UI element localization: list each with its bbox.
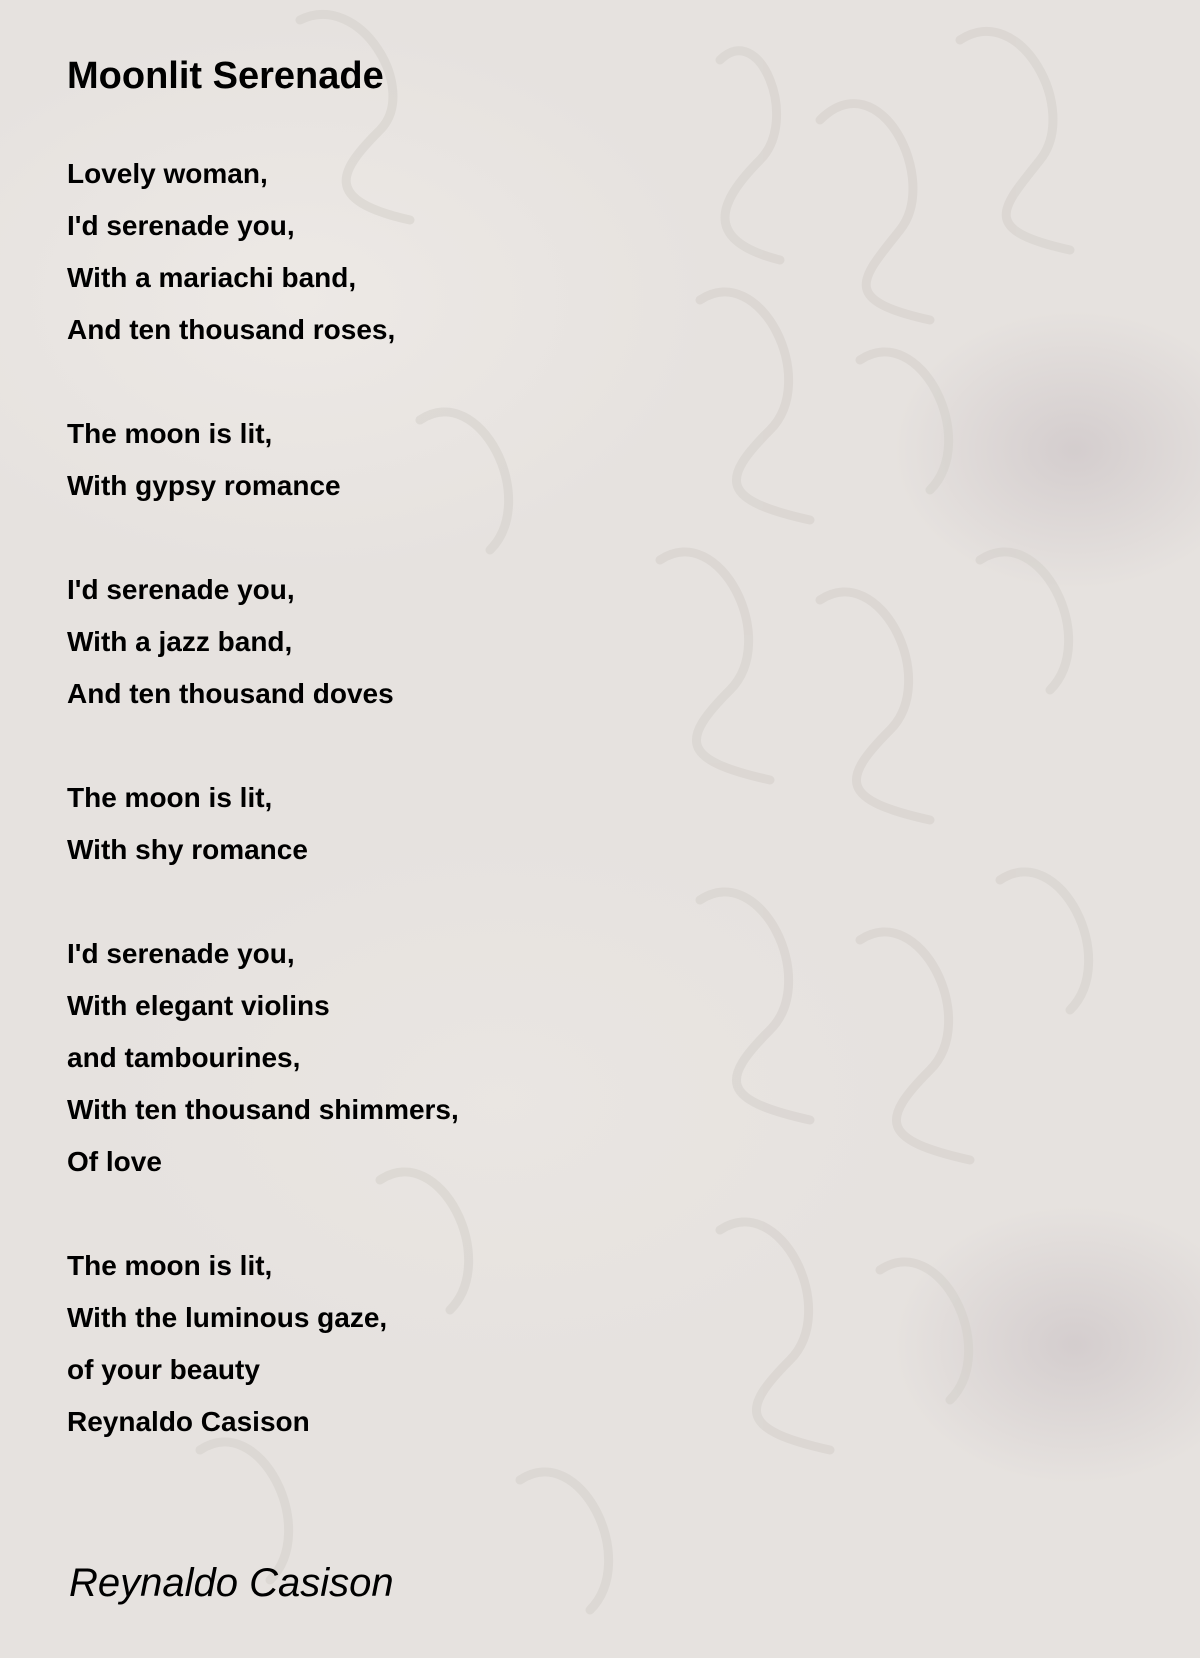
stanza-3 (67, 564, 459, 720)
poem-line: and tambourines, (67, 1042, 301, 1073)
poem-content (67, 48, 1127, 104)
poem-line: With a jazz band, (67, 626, 293, 657)
poem-body (67, 148, 459, 1500)
poem-line: With a mariachi band, (67, 262, 357, 293)
poem-line: I'd serenade you, (67, 210, 295, 241)
poem-line: The moon is lit, (67, 1250, 273, 1281)
poem-title: Moonlit Serenade (67, 55, 384, 97)
poem-line: I'd serenade you, (67, 938, 295, 969)
poem-line: The moon is lit, (67, 418, 273, 449)
stanza-6 (67, 1240, 459, 1448)
stanza-5 (67, 928, 459, 1188)
author-signature: Reynaldo Casison (69, 1561, 394, 1605)
poem-line: With elegant violins (67, 990, 330, 1021)
poem-line: Lovely woman, (67, 158, 268, 189)
poem-line: Reynaldo Casison (67, 1406, 310, 1437)
poem-line: of your beauty (67, 1354, 260, 1385)
poem-line: With ten thousand shimmers, (67, 1094, 459, 1125)
poem-line: With gypsy romance (67, 470, 341, 501)
stanza-1 (67, 148, 459, 356)
poem-line: With shy romance (67, 834, 308, 865)
poem-line: And ten thousand roses, (67, 314, 396, 345)
poem-line: Of love (67, 1146, 162, 1177)
stanza-2 (67, 408, 459, 512)
poem-line: The moon is lit, (67, 782, 273, 813)
poem-line: I'd serenade you, (67, 574, 295, 605)
poem-line: And ten thousand doves (67, 678, 394, 709)
poem-line: With the luminous gaze, (67, 1302, 388, 1333)
stanza-4 (67, 772, 459, 876)
